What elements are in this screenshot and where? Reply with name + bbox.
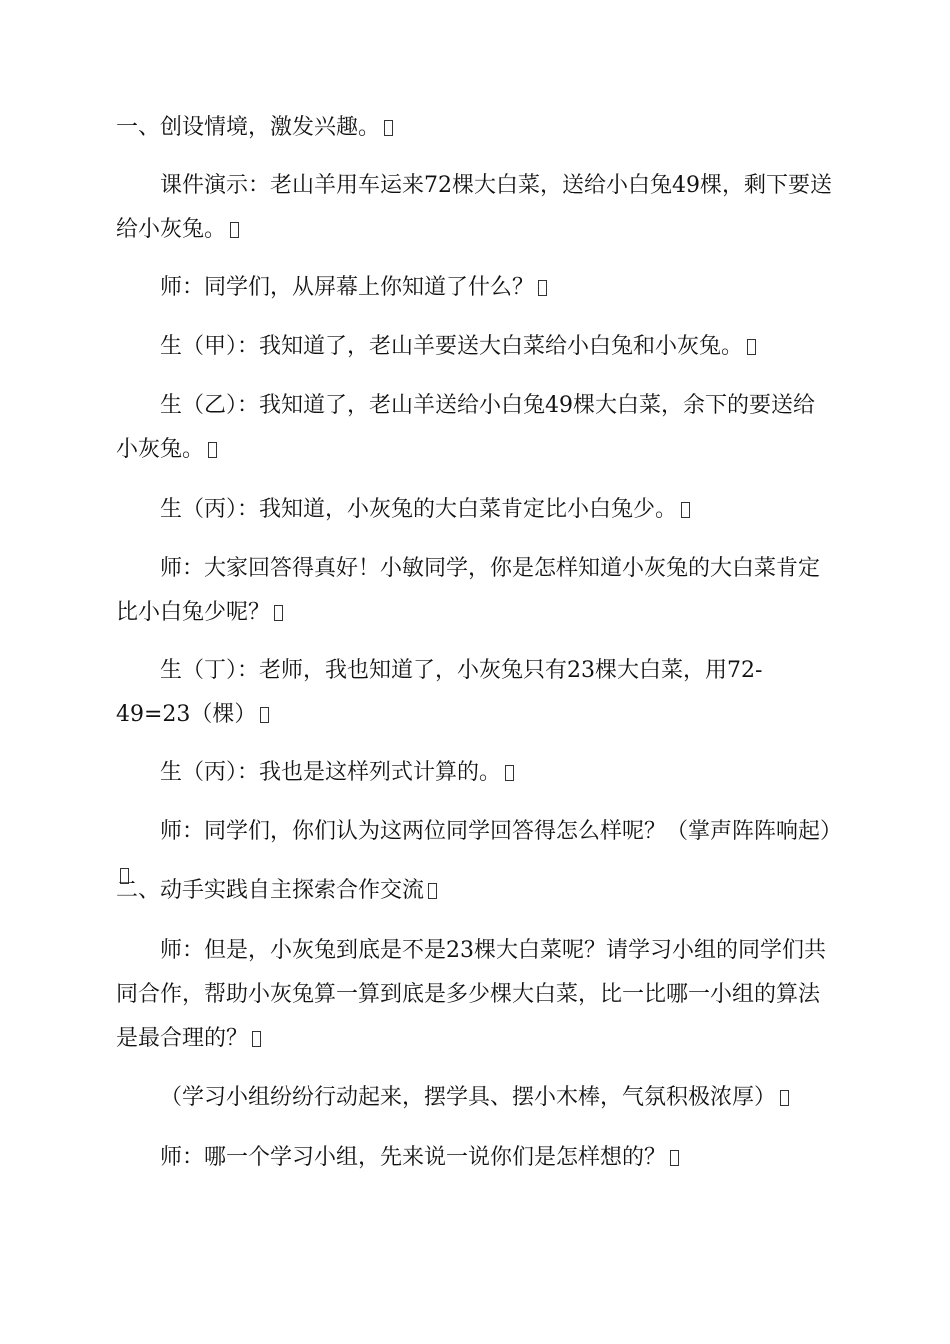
paragraph: 师：大家回答得真好！小敏同学，你是怎样知道小灰兔的大白菜肯定比小白兔少呢？	[116, 556, 821, 625]
paragraph: 生（丙）：我也是这样列式计算的。	[116, 751, 836, 795]
section-heading-1: 一、创设情境，激发兴趣。	[116, 106, 836, 150]
paragraph-mark-icon	[681, 502, 690, 518]
paragraph-mark-icon	[208, 442, 217, 458]
paragraph: 课件演示：老山羊用车运来72棵大白菜，送给小白兔49棵，剩下要送给小灰兔。	[116, 173, 832, 242]
paragraph: （学习小组纷纷行动起来，摆学具、摆小木棒，气氛积极浓厚）	[116, 1076, 836, 1120]
paragraph-mark-icon	[670, 1150, 679, 1166]
paragraph: 生（丁）：老师，我也知道了，小灰兔只有23棵大白菜，用72-49=23（棵）	[116, 658, 763, 727]
paragraph: 师：同学们，从屏幕上你知道了什么？	[116, 266, 836, 310]
paragraph: 师：同学们，你们认为这两位同学回答得怎么样呢？（掌声阵阵响起）	[116, 810, 836, 898]
paragraph-mark-icon	[780, 1090, 789, 1106]
section-heading-2: 二、动手实践自主探索合作交流	[116, 869, 836, 913]
paragraph: 生（甲）：我知道了，老山羊要送大白菜给小白兔和小灰兔。	[116, 325, 836, 369]
paragraph-mark-icon	[384, 120, 393, 136]
paragraph-mark-icon	[274, 605, 283, 621]
paragraph-mark-icon	[428, 883, 437, 899]
paragraph: 生（乙）：我知道了，老山羊送给小白兔49棵大白菜，余下的要送给小灰兔。	[116, 393, 815, 462]
paragraph: 师：但是，小灰兔到底是不是23棵大白菜呢？请学习小组的同学们共同合作，帮助小灰兔算一算到底是多少棵大白菜，比一比哪一小组的算法是最合理的？	[116, 938, 826, 1051]
paragraph-mark-icon	[230, 222, 239, 238]
paragraph-mark-icon	[505, 765, 514, 781]
paragraph-mark-icon	[747, 339, 756, 355]
paragraph-mark-icon	[260, 707, 269, 723]
paragraph: 师：哪一个学习小组，先来说一说你们是怎样想的？	[116, 1136, 836, 1180]
paragraph-mark-icon	[538, 280, 547, 296]
paragraph-mark-icon	[252, 1031, 261, 1047]
paragraph: 生（丙）：我知道，小灰兔的大白菜肯定比小白兔少。	[116, 488, 836, 532]
